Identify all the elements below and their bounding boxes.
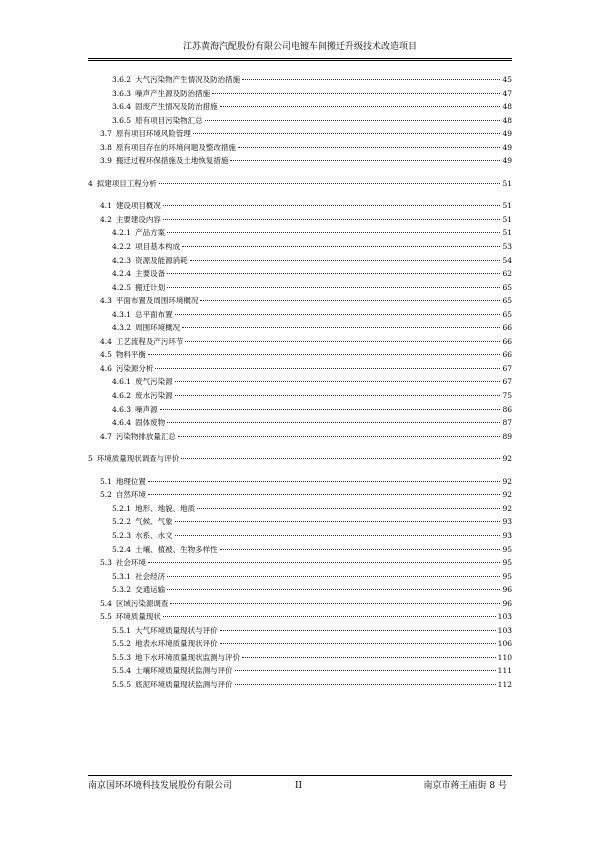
toc-entry-title: 大气环境质量现状与评价 (135, 625, 218, 635)
toc-dot-leader (175, 521, 501, 522)
toc-entry-number: 4.2.2 (112, 242, 132, 252)
toc-entry-page: 48 (502, 102, 512, 112)
toc-entry-title: 原有项目污染物汇总 (135, 115, 203, 125)
toc-entry-page: 65 (502, 282, 512, 292)
toc-entry-number: 4.2.5 (112, 282, 132, 292)
toc-entry-page: 49 (502, 129, 512, 139)
toc-dot-leader (170, 603, 500, 604)
toc-dot-leader (235, 684, 496, 685)
toc-entry-number: 5.2.3 (112, 530, 132, 540)
toc-entry-title: 周围环境概况 (135, 323, 181, 333)
toc-entry[interactable] (88, 583, 512, 597)
toc-entry[interactable] (88, 114, 512, 128)
toc-dot-leader (178, 436, 501, 437)
toc-entry-number: 3.6.2 (112, 75, 132, 84)
toc-entry[interactable] (88, 430, 512, 444)
toc-entry-title: 气候、气象 (135, 517, 173, 527)
toc-entry-title: 平面布置及周围环境概况 (115, 296, 199, 306)
toc-dot-leader (167, 273, 500, 274)
toc-entry-page: 49 (502, 156, 512, 166)
toc-entry-number: 4.6.1 (112, 377, 132, 387)
toc-dot-leader (167, 287, 500, 288)
footer-address: 南京市蒋王庙街 8 号 (423, 781, 507, 791)
toc-entry[interactable] (88, 529, 512, 543)
toc-entry-title: 搬迁过程环保措施及土地恢复措施 (115, 156, 229, 166)
toc-entry-page: 92 (502, 490, 512, 500)
toc-entry-title: 物料平衡 (115, 350, 146, 360)
toc-entry-number: 5.5.1 (112, 625, 132, 635)
toc-dot-leader (181, 458, 500, 459)
toc-dot-leader (148, 562, 501, 563)
toc-entry-title: 区域污染源调查 (115, 598, 169, 608)
toc-entry-title: 水系、水文 (135, 530, 173, 540)
toc-entry-page: 45 (502, 75, 512, 84)
toc-entry-page: 53 (502, 242, 512, 252)
toc-entry[interactable] (88, 154, 512, 168)
toc-entry-page: 47 (502, 88, 512, 98)
toc-entry-title: 原有项目存在的环境问题及整改措施 (115, 142, 236, 152)
toc-entry-title: 土壤、植被、生物多样性 (135, 544, 218, 554)
toc-dot-leader (175, 314, 501, 315)
toc-entry-number: 5.5.2 (112, 639, 132, 649)
toc-dot-leader (212, 93, 500, 94)
toc-entry[interactable] (88, 389, 512, 403)
toc-entry[interactable] (88, 416, 512, 430)
toc-entry-page: 86 (502, 404, 512, 414)
toc-entry-title: 搬迁计划 (135, 282, 166, 292)
toc-entry-number: 3.9 (100, 156, 112, 166)
toc-entry-title: 资源及能源消耗 (135, 255, 188, 265)
toc-entry-page: 67 (502, 363, 512, 373)
toc-entry[interactable] (88, 475, 512, 489)
toc-entry-title: 工艺流程及产污环节 (115, 336, 184, 346)
toc-entry-title: 环境质量现状调查与评价 (96, 454, 180, 464)
toc-entry[interactable] (88, 624, 512, 638)
toc-entry-number: 3.6.4 (112, 102, 132, 112)
toc-dot-leader (160, 409, 501, 410)
toc-entry-page: 111 (497, 666, 512, 676)
toc-entry-number: 4.2.3 (112, 255, 132, 265)
toc-entry[interactable] (88, 570, 512, 584)
toc-entry-title: 主要建设内容 (115, 214, 161, 224)
toc-dot-leader (220, 643, 496, 644)
toc-dot-leader (193, 133, 501, 134)
toc-dot-leader (163, 219, 501, 220)
toc-entry[interactable] (88, 127, 512, 141)
footer-company: 南京国环环境科技发展股份有限公司 (88, 781, 233, 791)
toc-entry[interactable] (88, 452, 512, 466)
toc-dot-leader (190, 260, 501, 261)
toc-entry-page: 92 (502, 503, 512, 513)
toc-entry-number: 4.6 (100, 363, 112, 373)
toc-entry-number: 3.8 (100, 142, 112, 152)
toc-entry-page: 54 (502, 255, 512, 265)
toc-entry-number: 4.3.1 (112, 309, 132, 319)
toc-dot-leader (175, 535, 501, 536)
footer-rule (88, 775, 512, 776)
toc-dot-leader (148, 494, 501, 495)
toc-entry-title: 主要设备 (135, 269, 166, 279)
toc-entry-page: 66 (502, 323, 512, 333)
header-title: 江苏黄海汽配股份有限公司电镀车间搬迁升级技术改造项目 (182, 42, 417, 52)
toc-entry[interactable] (88, 515, 512, 529)
toc-entry[interactable] (88, 226, 512, 240)
toc-entry[interactable] (88, 335, 512, 349)
toc-dot-leader (235, 670, 496, 671)
toc-entry-page: 89 (502, 431, 512, 441)
toc-dot-leader (175, 395, 501, 396)
toc-entry-page: 49 (502, 142, 512, 152)
toc-entry-number: 5.5.5 (112, 679, 132, 689)
toc-entry-title: 固体废物 (135, 418, 166, 428)
toc-entry[interactable] (88, 73, 512, 87)
toc-dot-leader (197, 508, 500, 509)
toc-entry-page: 96 (502, 598, 512, 608)
toc-entry-page: 96 (502, 585, 512, 595)
toc-entry-title: 大气污染物产生情况及防治措施 (135, 75, 241, 84)
toc-entry-title: 地下水环境质量现状监测与评价 (135, 652, 241, 662)
toc-entry-page: 93 (502, 530, 512, 540)
toc-entry[interactable] (88, 240, 512, 254)
toc-entry-number: 5.3 (100, 558, 112, 568)
toc-entry[interactable] (88, 556, 512, 570)
toc-dot-leader (200, 300, 500, 301)
toc-entry-page: 92 (502, 454, 512, 464)
toc-entry[interactable] (88, 177, 512, 191)
toc-entry-number: 4.7 (100, 431, 112, 441)
footer-page-number: II (295, 781, 303, 791)
toc-entry[interactable] (88, 664, 512, 678)
toc-dot-leader (205, 120, 501, 121)
toc-dot-leader (159, 183, 501, 184)
toc-entry-page: 48 (502, 115, 512, 125)
toc-entry-title: 环境质量现状 (115, 612, 161, 622)
toc-dot-leader (163, 616, 496, 617)
toc-entry-page: 75 (502, 391, 512, 401)
toc-entry-number: 5.2.1 (112, 503, 132, 513)
toc-entry[interactable] (88, 362, 512, 376)
toc-entry-number: 5.3.2 (112, 585, 132, 595)
toc-entry[interactable] (88, 651, 512, 665)
toc-entry-number: 4 (88, 178, 93, 188)
toc-entry-title: 地表水环境质量现状评价 (135, 639, 218, 649)
toc-dot-leader (242, 657, 496, 658)
toc-dot-leader (238, 147, 501, 148)
toc-entry-number: 4.5 (100, 350, 112, 360)
toc-entry-number: 4.2.4 (112, 269, 132, 279)
toc-entry[interactable] (88, 100, 512, 114)
toc-entry-number: 5.2.4 (112, 544, 132, 554)
toc-entry-page: 51 (502, 228, 512, 238)
toc-entry[interactable] (88, 678, 512, 692)
toc-entry-title: 原有项目环境风险管理 (115, 129, 191, 139)
toc-entry-number: 5.1 (100, 476, 112, 486)
toc-entry-title: 污染源分析 (115, 363, 154, 373)
toc-dot-leader (182, 327, 500, 328)
toc-entry-title: 项目基本构成 (135, 242, 181, 252)
toc-dot-leader (185, 341, 500, 342)
toc-entry[interactable] (88, 321, 512, 335)
toc-entry-page: 106 (497, 639, 512, 649)
toc-entry-number: 4.2.1 (112, 228, 132, 238)
toc-entry-number: 4.2 (100, 214, 112, 224)
toc-entry-page: 87 (502, 418, 512, 428)
toc-entry-page: 66 (502, 336, 512, 346)
toc-entry-title: 噪声源 (135, 404, 158, 414)
toc-entry-number: 5.5 (100, 612, 112, 622)
toc-entry[interactable] (88, 254, 512, 268)
toc-entry[interactable] (88, 637, 512, 651)
toc-dot-leader (220, 549, 501, 550)
toc-entry-title: 废水污染源 (135, 391, 173, 401)
toc-entry-page: 51 (502, 201, 512, 211)
toc-entry-page: 95 (502, 558, 512, 568)
toc-entry-title: 自然环境 (115, 490, 146, 500)
toc-entry-page: 51 (502, 214, 512, 224)
toc-dot-leader (148, 354, 501, 355)
toc-entry-title: 噪声产生源及防治措施 (135, 88, 211, 98)
toc-entry[interactable] (88, 610, 512, 624)
toc-entry-number: 5.2 (100, 490, 112, 500)
toc-entry-title: 固废产生情况及防治措施 (135, 102, 218, 112)
toc-dot-leader (167, 232, 500, 233)
toc-entry[interactable] (88, 308, 512, 322)
toc-entry-page: 65 (502, 309, 512, 319)
toc-dot-leader (155, 368, 500, 369)
toc-entry-page: 66 (502, 350, 512, 360)
toc-entry[interactable] (88, 403, 512, 417)
toc-entry-number: 4.6.2 (112, 391, 132, 401)
toc-entry-page: 92 (502, 476, 512, 486)
toc-entry-number: 5.5.4 (112, 666, 132, 676)
toc-entry-page: 62 (502, 269, 512, 279)
toc-dot-leader (167, 422, 500, 423)
header-rule (88, 60, 512, 61)
toc-dot-leader (220, 106, 501, 107)
toc-dot-leader (175, 381, 501, 382)
toc-dot-leader (148, 481, 501, 482)
toc-dot-leader (220, 630, 496, 631)
toc-entry-title: 拟建项目工程分析 (96, 178, 157, 188)
toc-entry[interactable] (88, 502, 512, 516)
toc-dot-leader (242, 79, 500, 80)
toc-entry-number: 3.6.5 (112, 115, 132, 125)
toc-dot-leader (167, 576, 500, 577)
toc-entry-title: 地形、地貌、地质 (135, 503, 196, 513)
toc-entry-page: 65 (502, 296, 512, 306)
toc-entry-page: 103 (497, 625, 512, 635)
toc-entry-title: 污染物排放量汇总 (115, 431, 176, 441)
toc-entry[interactable] (88, 213, 512, 227)
toc-entry-title: 社会经济 (135, 571, 166, 581)
toc-entry-number: 4.6.3 (112, 404, 132, 414)
toc-entry-title: 产品方案 (135, 228, 166, 238)
toc-entry-number: 3.7 (100, 129, 112, 139)
toc-entry-number: 5 (88, 454, 93, 464)
toc-entry[interactable] (88, 348, 512, 362)
toc-entry-title: 底泥环境质量现状监测与评价 (135, 679, 233, 689)
toc-entry[interactable] (88, 543, 512, 557)
toc-entry-title: 建设项目概况 (115, 201, 161, 211)
toc-entry[interactable] (88, 375, 512, 389)
toc-entry[interactable] (88, 281, 512, 295)
toc-entry-page: 67 (502, 377, 512, 387)
toc-entry[interactable] (88, 597, 512, 611)
toc-entry-number: 5.3.1 (112, 571, 132, 581)
toc-entry-number: 5.4 (100, 598, 112, 608)
toc-entry-page: 51 (502, 178, 512, 188)
toc-entry[interactable] (88, 87, 512, 101)
toc-entry[interactable] (88, 141, 512, 155)
toc-dot-leader (230, 160, 500, 161)
toc-entry-number: 4.6.4 (112, 418, 132, 428)
toc-dot-leader (182, 246, 500, 247)
page-header (88, 36, 512, 59)
table-of-contents (88, 73, 512, 692)
toc-entry-page: 95 (502, 544, 512, 554)
toc-entry-number: 4.4 (100, 336, 112, 346)
toc-entry-page: 95 (502, 571, 512, 581)
toc-entry-number: 4.3.2 (112, 323, 132, 333)
toc-entry-title: 交通运输 (135, 585, 166, 595)
toc-entry-number: 5.5.3 (112, 652, 132, 662)
toc-entry[interactable] (88, 488, 512, 502)
toc-entry-page: 110 (497, 652, 512, 662)
toc-dot-leader (167, 589, 500, 590)
toc-entry[interactable] (88, 267, 512, 281)
toc-entry-number: 4.1 (100, 201, 112, 211)
toc-entry-title: 地理位置 (115, 476, 146, 486)
toc-entry-page: 103 (497, 612, 512, 622)
toc-entry-page: 112 (497, 679, 512, 689)
toc-entry-number: 5.2.2 (112, 517, 132, 527)
toc-entry[interactable] (88, 199, 512, 213)
toc-entry-title: 废气污染源 (135, 377, 173, 387)
toc-entry-page: 93 (502, 517, 512, 527)
toc-entry[interactable] (88, 294, 512, 308)
toc-entry-number: 3.6.3 (112, 88, 132, 98)
toc-dot-leader (163, 205, 501, 206)
toc-entry-number: 4.3 (100, 296, 112, 306)
toc-entry-title: 土壤环境质量现状监测与评价 (135, 666, 233, 676)
toc-entry-title: 总平面布置 (135, 309, 173, 319)
toc-entry-title: 社会环境 (115, 558, 146, 568)
